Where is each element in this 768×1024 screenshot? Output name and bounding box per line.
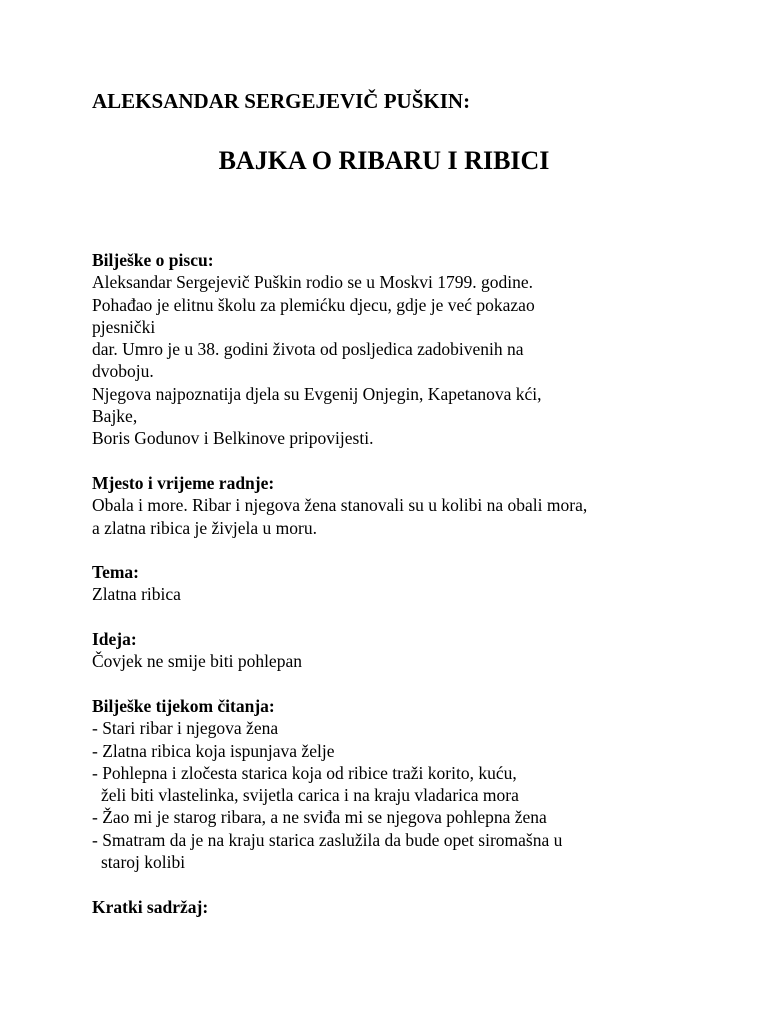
paragraph-line: Bajke, [92, 406, 138, 427]
paragraph-line: Njegova najpoznatija djela su Evgenij Onjegin, Kapetanova kći, [92, 383, 542, 404]
paragraph-line: dvoboju. [92, 361, 154, 382]
paragraph-line: dar. Umro je u 38. godini života od posljedica zadobivenih na [92, 339, 524, 360]
section-heading-idea: Ideja: [92, 629, 137, 650]
section-heading-biography: Bilješke o piscu: [92, 250, 214, 270]
section-reading-notes [92, 695, 732, 873]
list-item: - Pohlepna i zločesta starica koja od ribice traži korito, kuću, [92, 762, 517, 783]
author-heading: ALEKSANDAR SERGEJEVIČ PUŠKIN: [92, 89, 471, 113]
document-title: BAJKA O RIBARU I RIBICI [218, 146, 550, 175]
section-heading-theme: Tema: [92, 562, 139, 583]
paragraph-line: Obala i more. Ribar i njegova žena stanovali su u kolibi na obali mora, [92, 495, 588, 516]
paragraph-line: Zlatna ribica [92, 584, 181, 605]
list-item-continuation: staroj kolibi [101, 852, 186, 873]
section-heading-reading-notes: Bilješke tijekom čitanja: [92, 695, 275, 716]
section-heading-setting: Mjesto i vrijeme radnje: [92, 472, 275, 493]
list-item-continuation: želi biti vlastelinka, svijetla carica i na kraju vladarica mora [101, 785, 519, 806]
paragraph-line: Čovjek ne smije biti pohlepan [92, 651, 302, 672]
paragraph-line: pjesnički [92, 316, 156, 337]
list-item: - Stari ribar i njegova žena [92, 718, 279, 739]
document-body [92, 249, 732, 940]
section-idea [92, 628, 732, 673]
paragraph-line: Aleksandar Sergejevič Puškin rodio se u Moskvi 1799. godine. [92, 272, 534, 293]
section-setting [92, 472, 732, 539]
section-theme [92, 561, 732, 606]
list-item: - Zlatna ribica koja ispunjava želje [92, 740, 335, 761]
section-heading-summary: Kratki sadržaj: [92, 896, 209, 917]
paragraph-line: Pohađao je elitnu školu za plemićku djecu, gdje je već pokazao [92, 294, 535, 315]
section-summary [92, 896, 732, 918]
list-item: - Smatram da je na kraju starica zaslužila da bude opet siromašna u [92, 829, 563, 850]
list-item: - Žao mi je starog ribara, a ne sviđa mi se njegova pohlepna žena [92, 807, 547, 828]
paragraph-line: a zlatna ribica je živjela u moru. [92, 517, 317, 538]
section-biography [92, 249, 732, 450]
paragraph-line: Boris Godunov i Belkinove pripovijesti. [92, 428, 374, 449]
